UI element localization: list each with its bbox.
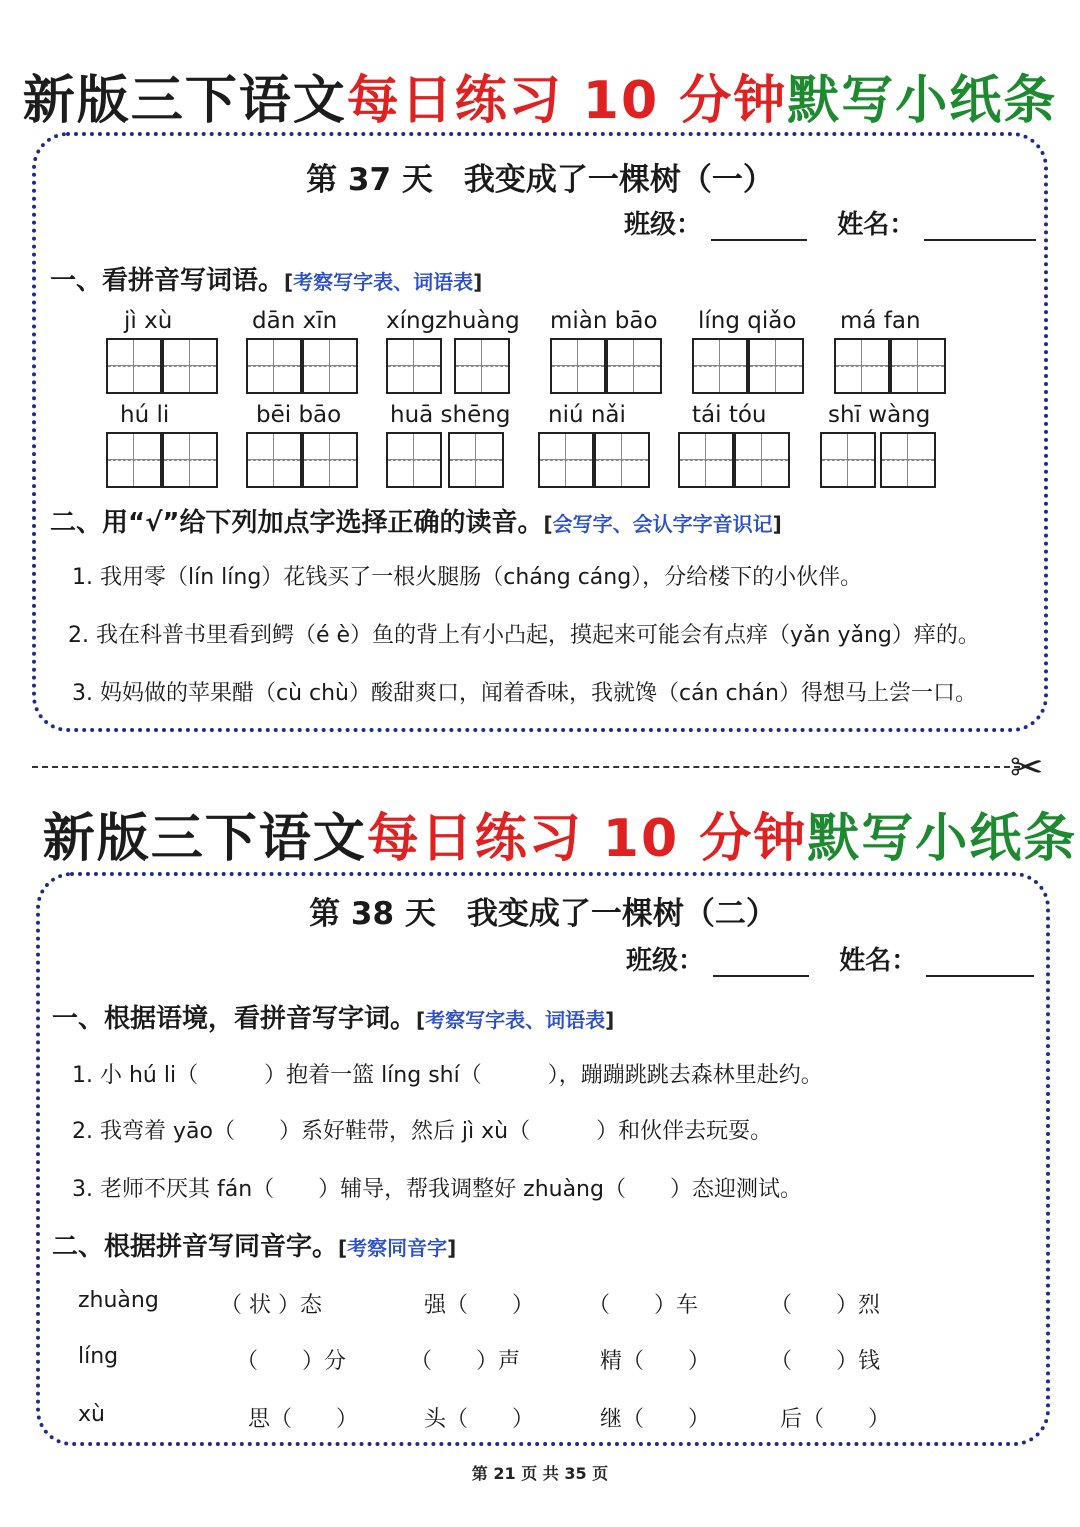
section-title-2: [50, 502, 782, 539]
day-title: 第 37 天 我变成了一棵树（一）: [306, 162, 774, 198]
homophone-pinyin: líng: [78, 1344, 119, 1369]
question-2: 2. 我在科普书里看到鳄（é è）鱼的背上有小凸起，摸起来可能会有点痒（yǎn yǎng）痒的。: [68, 623, 980, 648]
writing-box[interactable]: [890, 338, 946, 394]
homophone-item[interactable]: 精（ ）: [600, 1349, 711, 1374]
writing-box[interactable]: [246, 338, 302, 394]
pinyin-label: huā shēng: [390, 402, 511, 428]
writing-box[interactable]: [106, 432, 162, 488]
day-title: 第 38 天 我变成了一棵树（二）: [309, 896, 777, 932]
homophone-item[interactable]: （ ）分: [236, 1349, 347, 1374]
class-label: 班级：: [624, 210, 703, 240]
homophone-pinyin: xù: [78, 1402, 105, 1427]
banner-part3: 默写小纸条: [787, 71, 1058, 131]
writing-box[interactable]: [678, 432, 734, 488]
section-tag: [考察写字表、词语表]: [416, 1008, 615, 1032]
class-blank[interactable]: [711, 238, 807, 241]
section-title-text: 一、看拼音写词语。: [50, 266, 285, 296]
class-label: 班级：: [626, 946, 705, 976]
name-label: 姓名：: [839, 946, 918, 976]
homophone-item[interactable]: 继（ ）: [600, 1407, 711, 1432]
writing-box[interactable]: [820, 432, 876, 488]
pinyin-label: xíngzhuàng: [386, 308, 520, 334]
homophone-item[interactable]: 强（ ）: [424, 1293, 535, 1318]
section-tag: [考察同音字]: [338, 1236, 457, 1260]
banner-part3: 默写小纸条: [807, 809, 1078, 869]
question-3: 3. 老师不厌其 fán（ ）辅导，帮我调整好 zhuàng（ ）态迎测试。: [72, 1177, 802, 1202]
section-title-2: [52, 1226, 456, 1263]
section-title-text: 二、用“√”给下列加点字选择正确的读音。: [50, 508, 544, 538]
homophone-item[interactable]: （ ）车: [588, 1293, 699, 1318]
question-1: 1. 我用零（lín líng）花钱买了一根火腿肠（cháng cáng），分给楼下的小伙伴。: [72, 565, 863, 590]
writing-box[interactable]: [162, 432, 218, 488]
homophone-pinyin: zhuàng: [78, 1288, 159, 1313]
homophone-item[interactable]: 思（ ）: [248, 1407, 359, 1432]
writing-box[interactable]: [748, 338, 804, 394]
writing-box[interactable]: [880, 432, 936, 488]
writing-box[interactable]: [734, 432, 790, 488]
section-tag: [会写字、会认字字音识记]: [543, 512, 782, 536]
pinyin-label: hú li: [120, 402, 170, 428]
section-title-1: [50, 260, 482, 297]
writing-box[interactable]: [454, 338, 510, 394]
section-title-1: [52, 998, 614, 1035]
writing-box[interactable]: [538, 432, 594, 488]
banner-part1: 新版三下语文: [22, 71, 347, 131]
pinyin-label: dān xīn: [252, 308, 338, 334]
pinyin-label: shī wàng: [828, 402, 931, 428]
pinyin-label: tái tóu: [692, 402, 767, 428]
page-footer: 第 21 页 共 35 页: [471, 1464, 609, 1483]
writing-box[interactable]: [302, 432, 358, 488]
homophone-item[interactable]: 后（ ）: [780, 1407, 891, 1432]
banner-part2: 每日练习 10 分钟: [346, 71, 788, 131]
writing-box[interactable]: [302, 338, 358, 394]
homophone-item[interactable]: （ ）钱: [770, 1349, 881, 1374]
homophone-item[interactable]: （ ）声: [410, 1349, 521, 1374]
section-tag: [考察写字表、词语表]: [284, 270, 483, 294]
question-3: 3. 妈妈做的苹果醋（cù chù）酸甜爽口，闻着香味，我就馋（cán chán）得想马上尝一口。: [72, 681, 977, 706]
cut-line: [32, 766, 1020, 768]
worksheet-card-day38: [36, 872, 1050, 1446]
name-blank[interactable]: [926, 974, 1034, 977]
writing-box[interactable]: [594, 432, 650, 488]
homophone-item[interactable]: （ 状 ）态: [220, 1293, 322, 1318]
scissors-icon: ✂: [1010, 745, 1044, 791]
section-title-text: 一、根据语境，看拼音写字词。: [52, 1004, 417, 1034]
banner-part1: 新版三下语文: [42, 809, 367, 869]
class-name-line: [626, 940, 1034, 977]
banner-title-1: [0, 58, 1080, 133]
question-1: 1. 小 hú li（ ）抱着一篮 líng shí（ ），蹦蹦跳跳去森林里赴约。: [72, 1063, 823, 1088]
pinyin-label: má fan: [840, 308, 921, 334]
writing-box[interactable]: [550, 338, 606, 394]
worksheet-card-day37: [32, 132, 1048, 732]
pinyin-label: miàn bāo: [550, 308, 658, 334]
question-2: 2. 我弯着 yāo（ ）系好鞋带，然后 jì xù（ ）和伙伴去玩耍。: [72, 1119, 773, 1144]
banner-title-2: [20, 796, 1080, 871]
writing-box[interactable]: [606, 338, 662, 394]
writing-box[interactable]: [386, 432, 442, 488]
writing-box[interactable]: [692, 338, 748, 394]
writing-box[interactable]: [834, 338, 890, 394]
pinyin-label: líng qiǎo: [698, 308, 797, 334]
pinyin-label: jì xù: [124, 308, 173, 334]
pinyin-label: bēi bāo: [256, 402, 342, 428]
writing-box[interactable]: [246, 432, 302, 488]
homophone-item[interactable]: （ ）烈: [770, 1293, 881, 1318]
name-blank[interactable]: [924, 238, 1036, 241]
name-label: 姓名：: [837, 210, 916, 240]
writing-box[interactable]: [386, 338, 442, 394]
writing-box[interactable]: [448, 432, 504, 488]
section-title-text: 二、根据拼音写同音字。: [52, 1232, 339, 1262]
banner-part2: 每日练习 10 分钟: [366, 809, 808, 869]
homophone-item[interactable]: 头（ ）: [424, 1407, 535, 1432]
class-name-line: [624, 204, 1036, 241]
writing-box[interactable]: [162, 338, 218, 394]
writing-box[interactable]: [106, 338, 162, 394]
class-blank[interactable]: [713, 974, 809, 977]
pinyin-label: niú nǎi: [548, 402, 626, 428]
